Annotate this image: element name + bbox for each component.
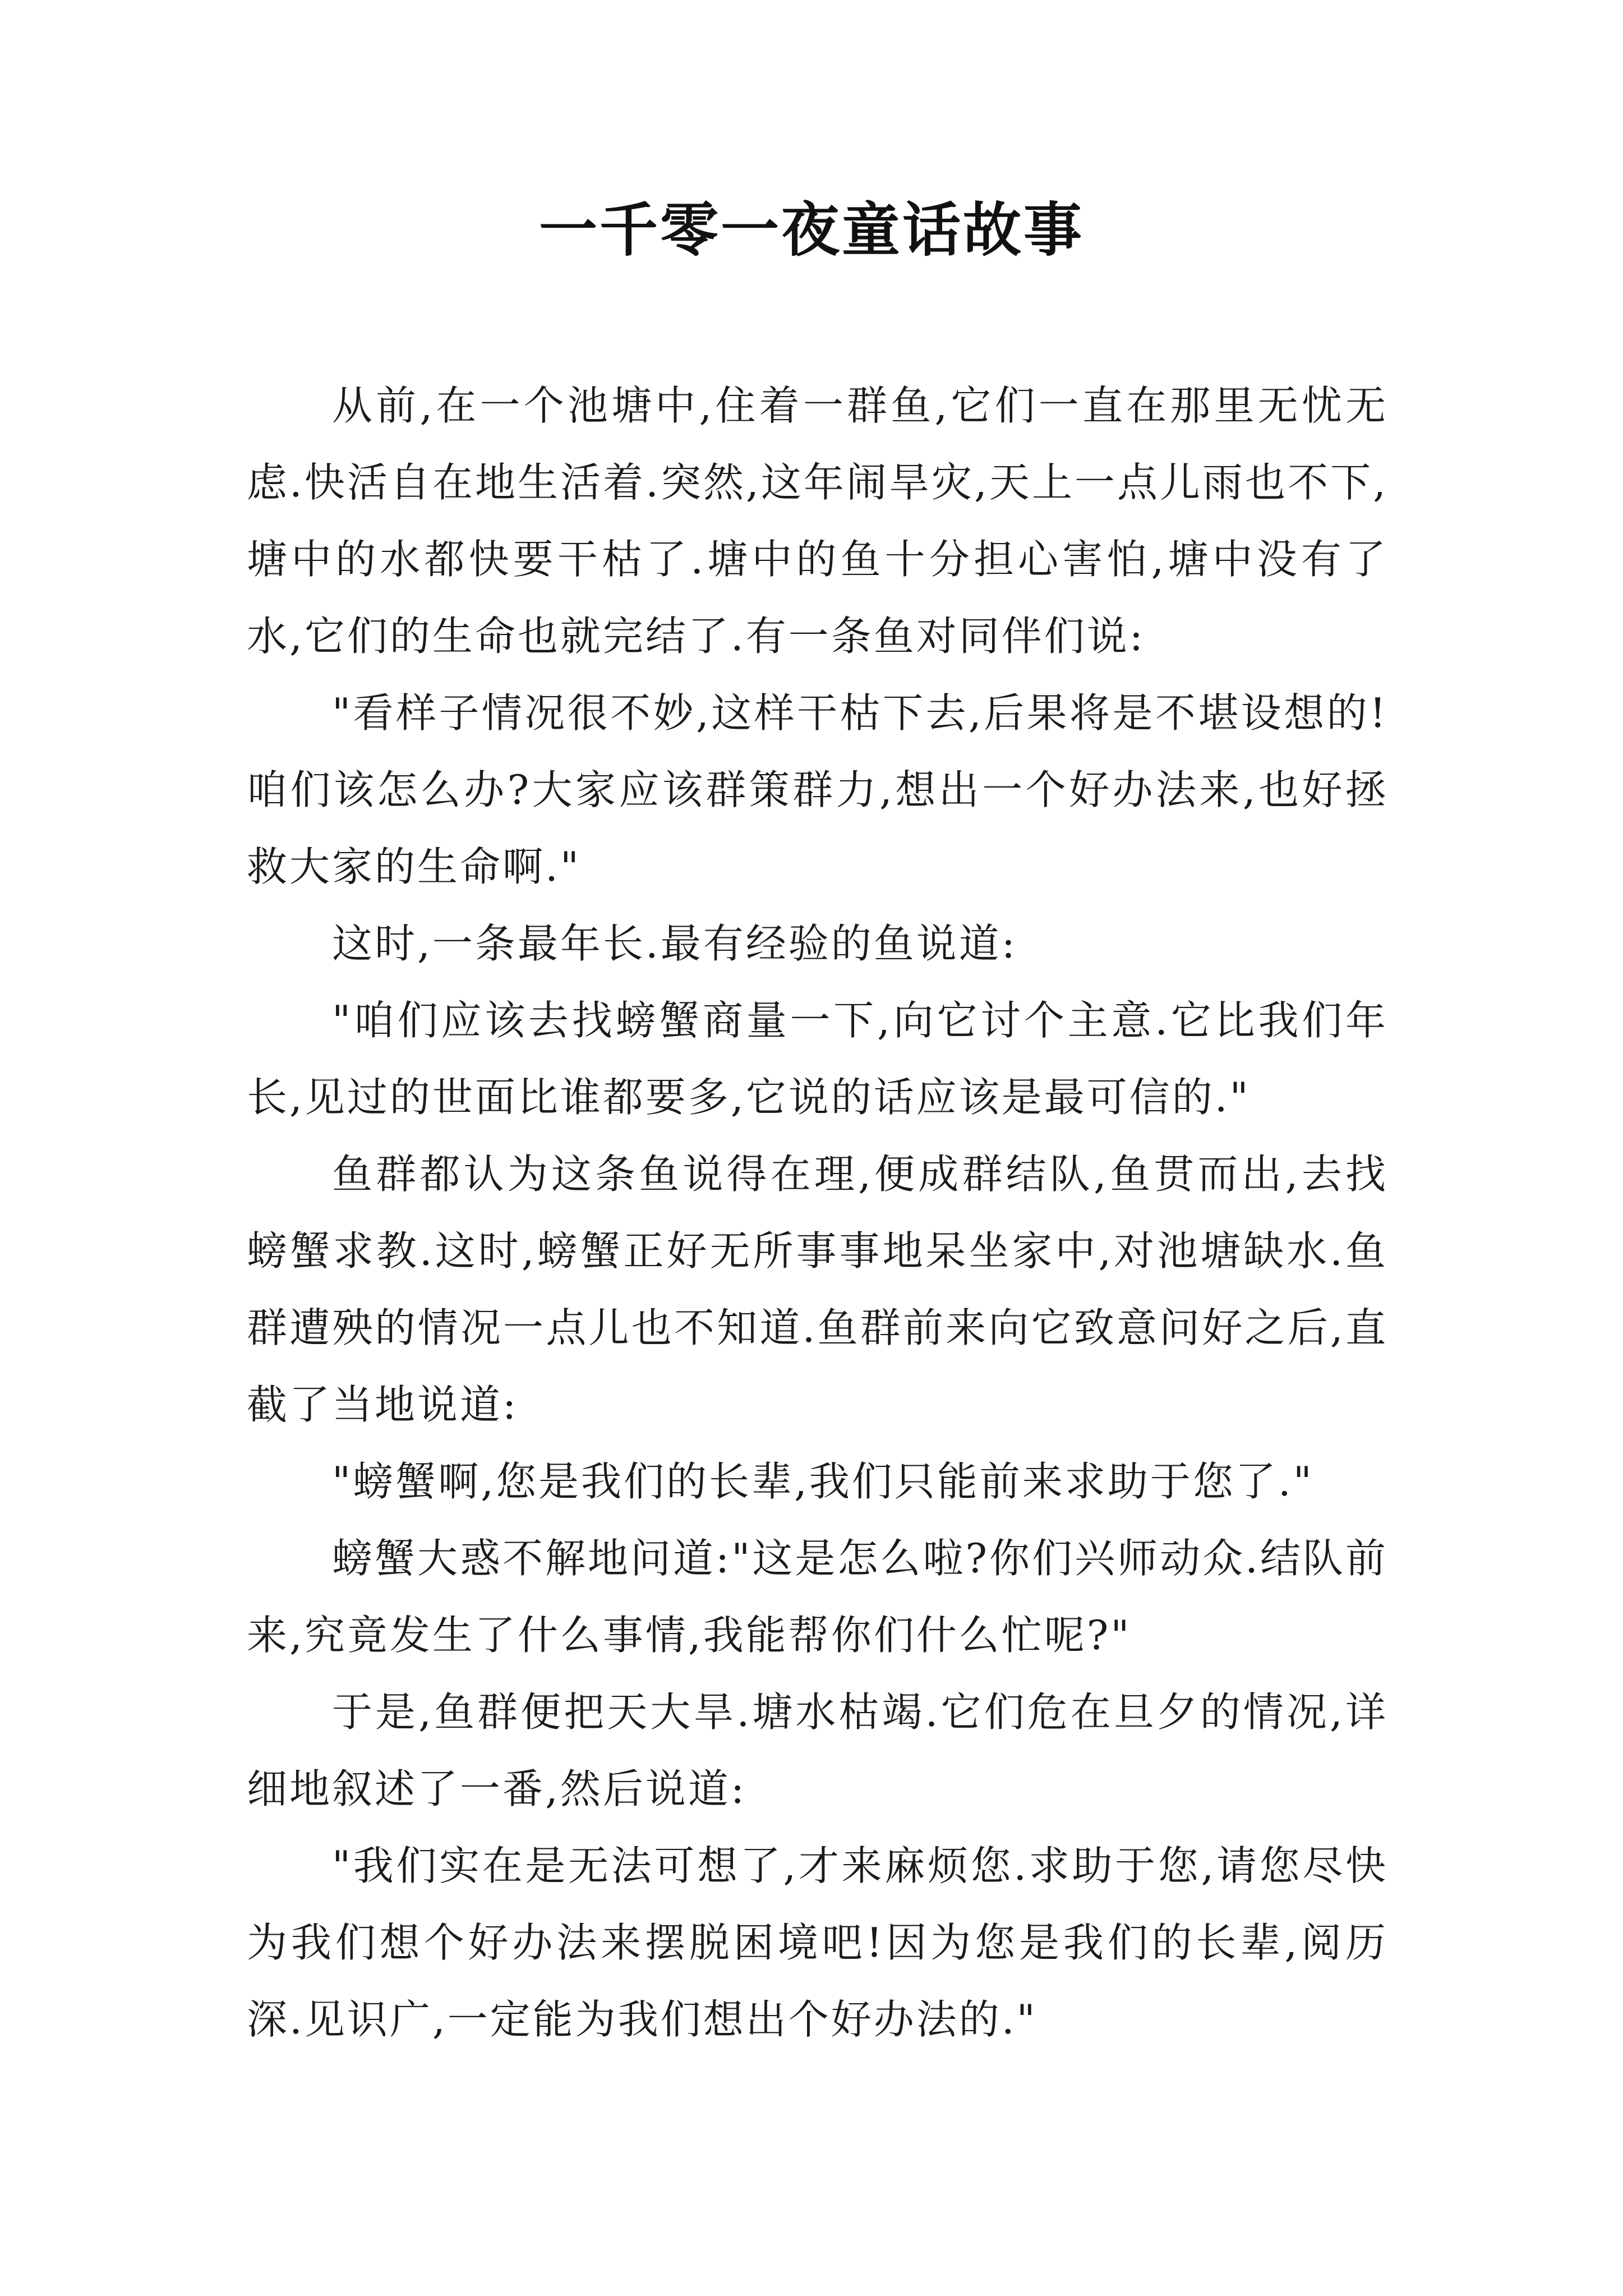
story-body (247, 367, 1388, 2058)
paragraph: "咱们应该去找螃蟹商量一下,向它讨个主意.它比我们年长,见过的世面比谁都要多,它说的话应该是最可信的." (247, 997, 1388, 1121)
paragraph: 这时,一条最年长.最有经验的鱼说道: (332, 920, 1018, 967)
paragraph: "看样子情况很不妙,这样干枯下去,后果将是不堪设想的!咱们该怎么办?大家应该群策群力,想出一个好办法来,也好拯救大家的生命啊." (247, 689, 1388, 890)
paragraph: 鱼群都认为这条鱼说得在理,便成群结队,鱼贯而出,去找螃蟹求教.这时,螃蟹正好无所事事地呆坐家中,对池塘缺水.鱼群遭殃的情况一点儿也不知道.鱼群前来向它致意问好之后,直截了当地说道: (247, 1151, 1388, 1428)
paragraph: "我们实在是无法可想了,才来麻烦您.求助于您,请您尽快为我们想个好办法来摆脱困境吧!因为您是我们的长辈,阅历深.见识广,一定能为我们想出个好办法的." (247, 1842, 1388, 2043)
paragraph: 螃蟹大惑不解地问道:"这是怎么啦?你们兴师动众.结队前来,究竟发生了什么事情,我能帮你们什么忙呢?" (247, 1535, 1388, 1659)
document-title: 一千零一夜童话故事 (538, 195, 1084, 264)
paragraph: "螃蟹啊,您是我们的长辈,我们只能前来求助于您了." (332, 1458, 1314, 1505)
paragraph: 于是,鱼群便把天大旱.塘水枯竭.它们危在旦夕的情况,详细地叙述了一番,然后说道: (247, 1688, 1388, 1812)
paragraph: 从前,在一个池塘中,住着一群鱼,它们一直在那里无忧无虑.快活自在地生活着.突然,这年闹旱灾,天上一点儿雨也不下,塘中的水都快要干枯了.塘中的鱼十分担心害怕,塘中没有了水,它们的生命也就完结了.有一条鱼对同伴们说: (247, 382, 1388, 660)
